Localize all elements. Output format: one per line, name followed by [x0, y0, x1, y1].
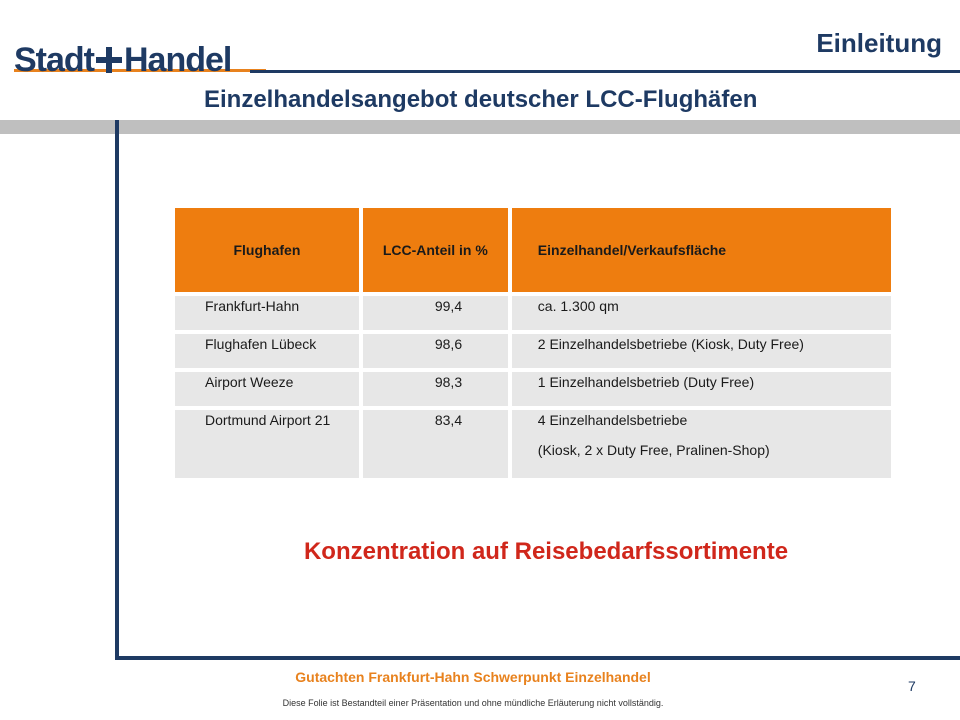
company-logo	[14, 38, 231, 82]
column-header-retail: Einzelhandel/Verkaufsfläche	[512, 208, 891, 292]
column-header-airport: Flughafen	[175, 208, 359, 292]
table-row	[175, 334, 891, 368]
table-row	[175, 372, 891, 406]
cell-retail: 1 Einzelhandelsbetrieb (Duty Free)	[512, 372, 891, 406]
frame-bottom-bar	[115, 656, 960, 660]
cell-lcc-share: 99,4	[363, 296, 508, 330]
cell-airport: Frankfurt-Hahn	[175, 296, 359, 330]
table-header-row	[175, 208, 891, 292]
cell-retail	[512, 410, 891, 478]
cell-airport: Dortmund Airport 21	[175, 410, 359, 478]
cell-retail: 2 Einzelhandelsbetriebe (Kiosk, Duty Free)	[512, 334, 891, 368]
key-message: Konzentration auf Reisebedarfssortimente	[303, 538, 789, 565]
section-title: Einleitung	[816, 28, 942, 58]
gray-band	[0, 120, 960, 134]
airport-table	[171, 204, 895, 482]
logo-text-stadt: Stadt	[14, 41, 94, 79]
frame-left-bar	[115, 120, 119, 660]
cell-retail-line: (Kiosk, 2 x Duty Free, Pralinen-Shop)	[537, 442, 770, 458]
plus-icon	[96, 47, 122, 73]
footer-title: Gutachten Frankfurt-Hahn Schwerpunkt Einzelhandel	[295, 669, 651, 685]
cell-lcc-share: 83,4	[363, 410, 508, 478]
column-header-lcc-share: LCC-Anteil in %	[363, 208, 508, 292]
logo-text-handel: Handel	[124, 41, 232, 79]
cell-lcc-share: 98,3	[363, 372, 508, 406]
footer-disclaimer: Diese Folie ist Bestandteil einer Präsentation und ohne mündliche Erläuterung nicht vollständig.	[282, 698, 664, 708]
cell-lcc-share: 98,6	[363, 334, 508, 368]
page-number: 7	[908, 678, 916, 694]
cell-airport: Airport Weeze	[175, 372, 359, 406]
cell-retail-line: 4 Einzelhandelsbetriebe	[537, 412, 688, 428]
slide-title: Einzelhandelsangebot deutscher LCC-Flughäfen	[204, 86, 758, 113]
table-row	[175, 410, 891, 478]
header-rule	[250, 70, 960, 73]
cell-retail: ca. 1.300 qm	[512, 296, 891, 330]
table-row	[175, 296, 891, 330]
cell-airport: Flughafen Lübeck	[175, 334, 359, 368]
